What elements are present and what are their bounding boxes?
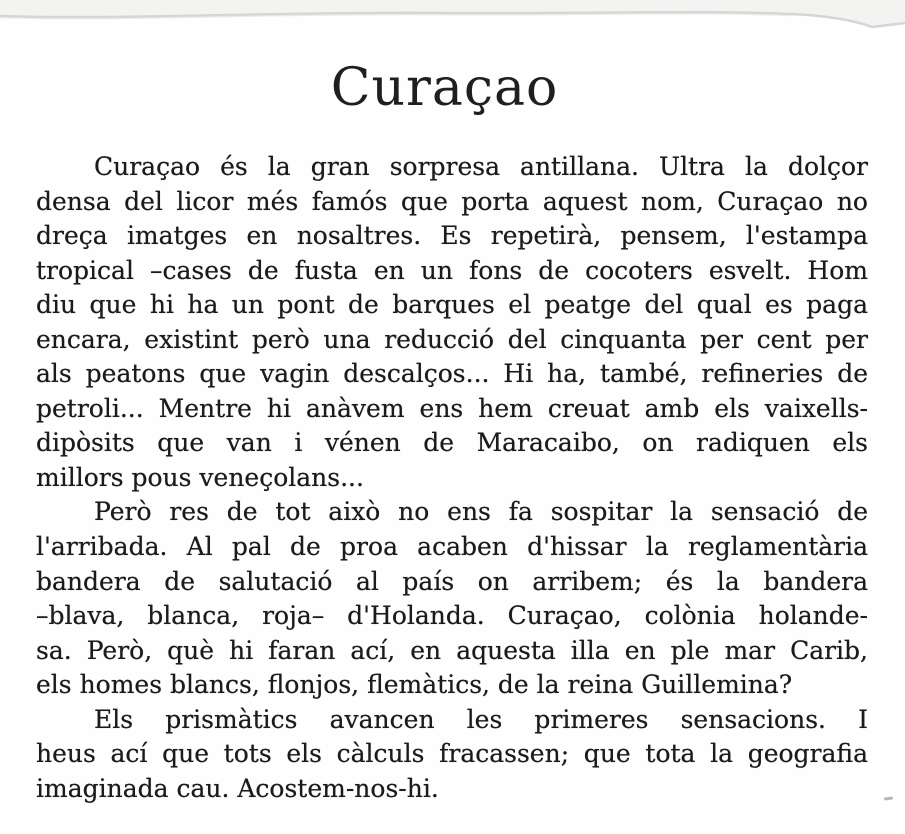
text-line: als peatons que vagin descalços... Hi ha, també, refineries de (36, 359, 868, 389)
text-line: –blava, blanca, roja– d'Holanda. Curaçao, colònia holande- (36, 601, 868, 631)
text-line: diu que hi ha un pont de barques el peatge del qual es paga (36, 290, 868, 320)
text-line: densa del licor més famós que porta aquest nom, Curaçao no (36, 186, 868, 216)
text-line: els homes blancs, flonjos, flemàtics, de la reina Guillemina? (36, 670, 793, 700)
scan-speck-artifact (884, 796, 893, 800)
text-line: petroli... Mentre hi anàvem ens hem creuat amb els vaixells- (36, 393, 868, 423)
text-line: dreça imatges en nosaltres. Es repetirà, pensem, l'estampa (36, 221, 868, 251)
text-line: tropical –cases de fusta en un fons de cocoters esvelt. Hom (36, 255, 868, 285)
text-line: Però res de tot això no ens fa sospitar la sensació de (94, 497, 868, 527)
text-line: sa. Però, què hi faran ací, en aquesta illa en ple mar Carib, (36, 635, 868, 665)
text-line: heus ací que tots els càlculs fracassen; que tota la geografia (36, 739, 868, 769)
page-title: Curaçao (330, 58, 559, 118)
text-line: dipòsits que van i vénen de Maracaibo, on radiquen els (36, 428, 868, 458)
text-line: bandera de salutació al país on arribem; és la bandera (36, 566, 868, 596)
body-text (36, 150, 868, 806)
text-line: Curaçao és la gran sorpresa antillana. Ultra la dolçor (94, 152, 868, 181)
text-line: l'arribada. Al pal de proa acaben d'hissar la reglamentària (36, 532, 868, 562)
text-line: imaginada cau. Acostem-nos-hi. (36, 773, 439, 803)
scan-edge-artifact (0, 0, 905, 44)
text-line: encara, existint però una reducció del cinquanta per cent per (36, 324, 868, 354)
text-line: millors pous veneçolans... (36, 462, 364, 492)
text-line: Els prismàtics avancen les primeres sensacions. I (94, 704, 868, 734)
